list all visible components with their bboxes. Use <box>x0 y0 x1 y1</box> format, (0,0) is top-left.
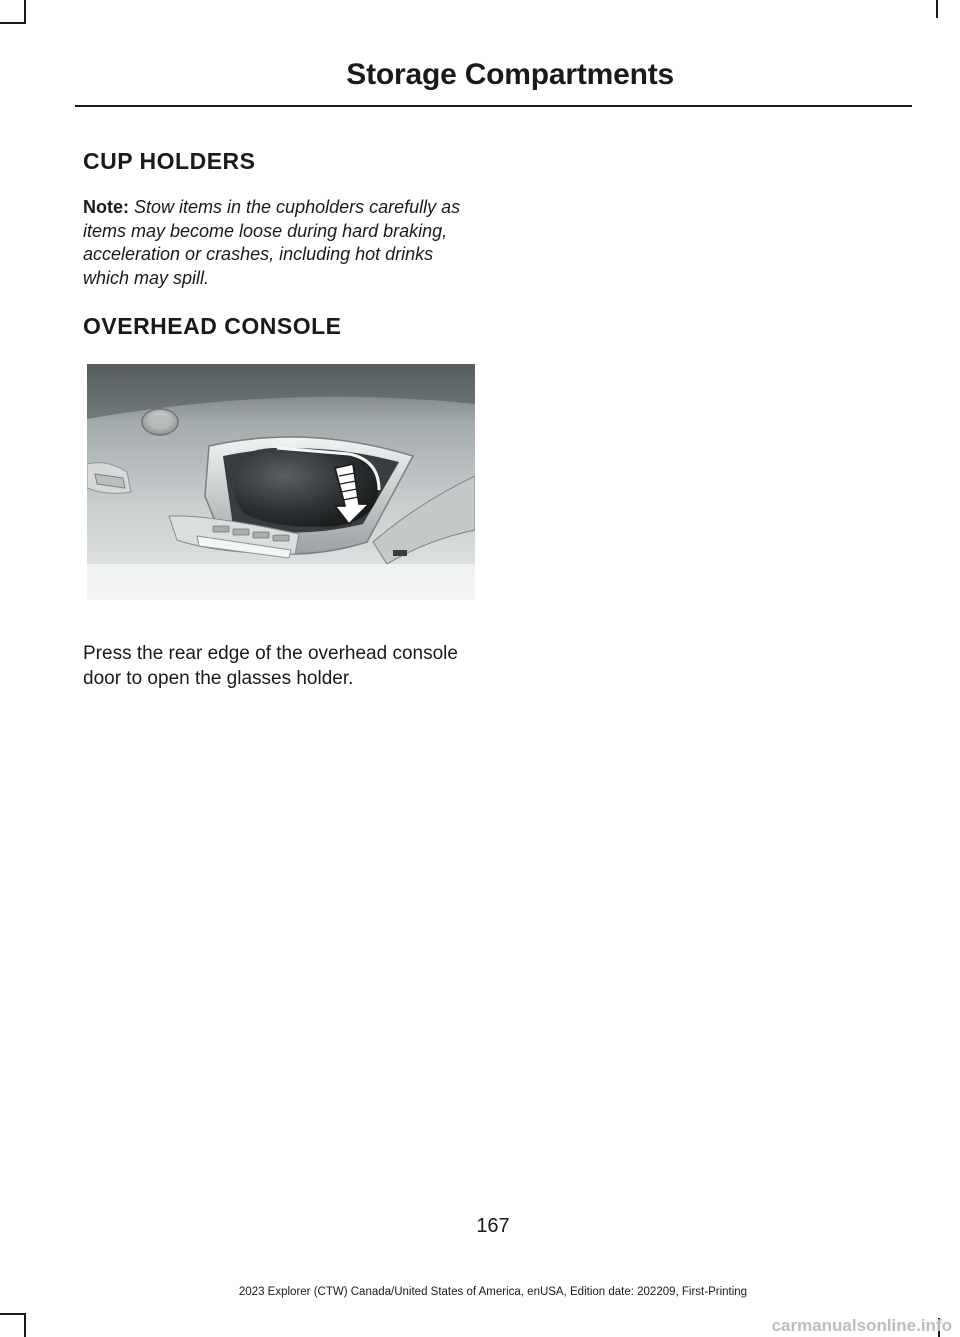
note-label: Note: <box>83 197 129 217</box>
heading-cup-holders: CUP HOLDERS <box>83 148 256 174</box>
cup-holders-note <box>83 196 483 290</box>
right-clip <box>393 550 407 556</box>
page-header-title: Storage Compartments <box>346 58 674 91</box>
footer-edition-text: 2023 Explorer (CTW) Canada/United States of America, enUSA, Edition date: 202209, First-Printing <box>238 1286 748 1298</box>
overhead-console-figure <box>87 364 475 600</box>
watermark: carmanualsonline.info <box>771 1316 952 1335</box>
lower-fade <box>87 564 475 600</box>
crop-mark-top-right <box>936 0 938 18</box>
heading-overhead-console: OVERHEAD CONSOLE <box>83 313 342 339</box>
microphone-grille-inner <box>149 415 171 429</box>
crop-mark-top-left-horizontal <box>0 22 24 24</box>
crop-mark-top-left-vertical <box>24 0 26 24</box>
header-rule <box>75 105 912 107</box>
overhead-console-instruction: Press the rear edge of the overhead console door to open the glasses holder. <box>83 643 458 689</box>
crop-mark-bottom-left-vertical <box>24 1313 26 1337</box>
page-number: 167 <box>476 1215 510 1237</box>
note-text: Stow items in the cupholders carefully as items may become loose during hard braking, acceleration or crashes, including hot drinks which may spill. <box>83 197 461 288</box>
crop-mark-bottom-left-horizontal <box>0 1313 24 1315</box>
